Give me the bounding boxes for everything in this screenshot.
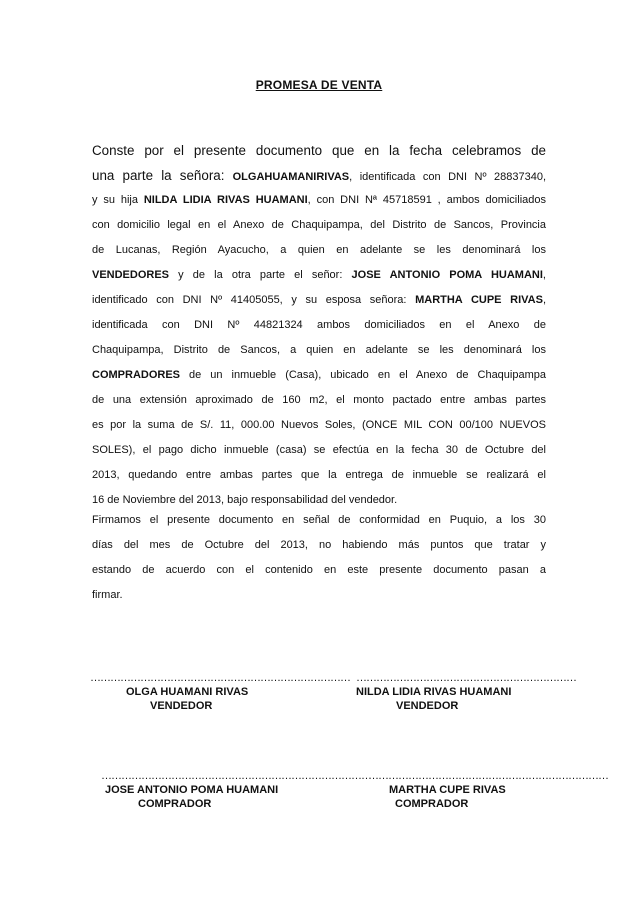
buyer2-name-inline: MARTHA CUPE RIVAS	[415, 294, 543, 306]
signature-line: ……………………………………………………………………	[90, 672, 350, 684]
line-text: ,	[542, 294, 546, 306]
signature-line: ………………………………………………………………	[368, 770, 608, 782]
paragraph-line	[92, 163, 546, 188]
signature-block-seller2	[356, 671, 576, 713]
vendedores-label: VENDEDORES	[92, 269, 170, 281]
signature-name: JOSE ANTONIO POMA HUAMANI	[105, 784, 279, 796]
paragraph-line: SOLES), el pago dicho inmueble (casa) se efectúa en la fecha 30 de Octubre del	[92, 444, 546, 456]
line-text: una parte la señora:	[92, 168, 233, 183]
signature-line: ………………………………………………………………………	[101, 770, 371, 782]
seller1-name-inline: OLGAHUAMANIRIVAS	[232, 171, 350, 183]
paragraph-line	[92, 188, 546, 213]
signature-role: COMPRADOR	[138, 798, 212, 810]
paragraph-line: Chaquipampa, Distrito de Sancos, a quien en adelante se les denominará los	[92, 344, 546, 356]
closing-paragraph	[92, 508, 546, 608]
signature-name: OLGA HUAMANI RIVAS	[126, 686, 249, 698]
document-title: PROMESA DE VENTA	[255, 78, 383, 92]
contract-paragraph	[92, 138, 546, 513]
paragraph-line: Conste por el presente documento que en la fecha celebramos de	[92, 143, 546, 158]
paragraph-line: 2013, quedando entre ambas partes que la entrega de inmueble se realizará el	[92, 469, 546, 481]
paragraph-line: Firmamos el presente documento en señal de conformidad en Puquio, a los 30	[92, 514, 546, 526]
seller2-name-inline: NILDA LIDIA RIVAS HUAMANI	[143, 194, 308, 206]
line-text: de un inmueble (Casa), ubicado en el Anexo de Chaquipampa	[180, 369, 546, 381]
paragraph-line: identificada con DNI Nº 44821324 ambos domiciliados en el Anexo de	[92, 319, 546, 331]
signature-role: VENDEDOR	[396, 700, 459, 712]
signature-role: COMPRADOR	[395, 798, 469, 810]
paragraph-line: 16 de Noviembre del 2013, bajo responsabilidad del vendedor.	[92, 494, 398, 506]
line-text: y su hija	[92, 194, 144, 206]
line-text: identificado con DNI Nº 41405055, y su esposa señora:	[92, 294, 416, 306]
signature-name: MARTHA CUPE RIVAS	[389, 784, 506, 796]
paragraph-line	[92, 263, 546, 288]
paragraph-line: con domicilio legal en el Anexo de Chaquipampa, del Distrito de Sancos, Provincia	[92, 219, 546, 231]
signature-block-buyer2	[368, 769, 608, 811]
paragraph-line	[92, 288, 546, 313]
paragraph-line: de una extensión aproximado de 160 m2, el monto pactado entre ambas partes	[92, 394, 546, 406]
paragraph-line: días del mes de Octubre del 2013, no habiendo más puntos que tratar y	[92, 539, 546, 551]
signature-block-seller1	[90, 671, 350, 713]
compradores-label: COMPRADORES	[92, 369, 181, 381]
signature-role: VENDEDOR	[150, 700, 213, 712]
signature-name: NILDA LIDIA RIVAS HUAMANI	[356, 686, 512, 698]
paragraph-line: firmar.	[92, 589, 123, 601]
signature-block-buyer1	[101, 769, 371, 811]
buyer1-name-inline: JOSE ANTONIO POMA HUAMANI	[351, 269, 543, 281]
paragraph-line: estando de acuerdo con el contenido en este presente documento pasan a	[92, 564, 546, 576]
line-text: ,	[542, 269, 546, 281]
paragraph-line: es por la suma de S/. 11, 000.00 Nuevos Soles, (ONCE MIL CON 00/100 NUEVOS	[92, 419, 546, 431]
paragraph-line: de Lucanas, Región Ayacucho, a quien en adelante se les denominará los	[92, 244, 546, 256]
line-text: y de la otra parte el señor:	[169, 269, 352, 281]
line-text: , con DNI Nª 45718591 , ambos domiciliados	[307, 194, 546, 206]
paragraph-line	[92, 363, 546, 388]
signature-line: …………………………………………………………	[356, 672, 576, 684]
line-text: , identificada con DNI Nº 28837340,	[349, 171, 546, 183]
